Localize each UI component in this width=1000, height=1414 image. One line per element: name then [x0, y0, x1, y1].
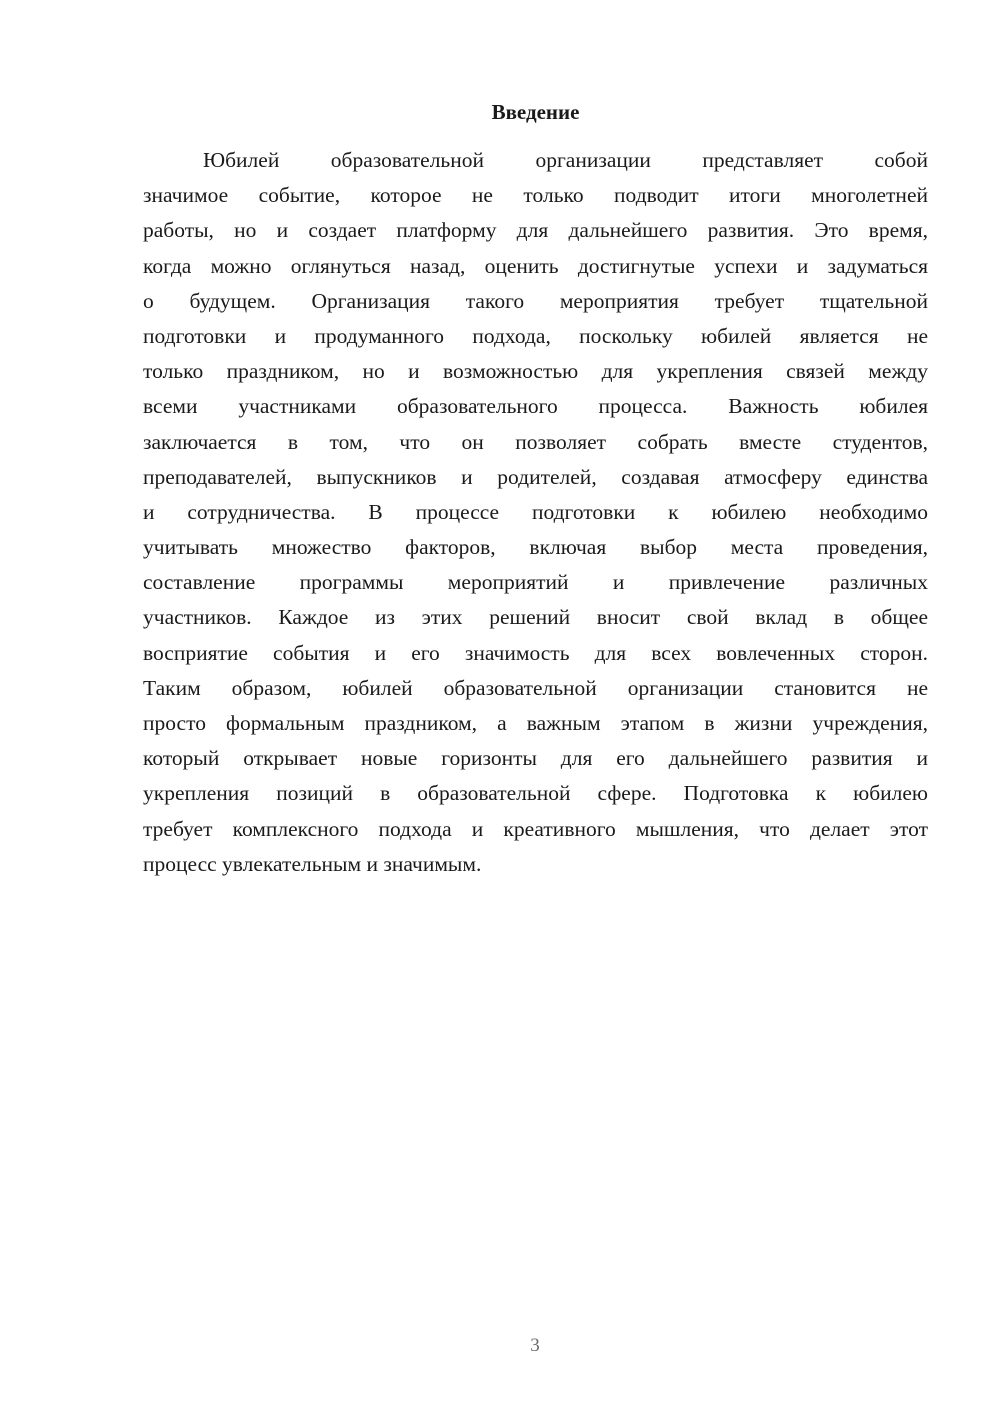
paragraph-line: Юбилей образовательной организации представляет собой — [203, 148, 928, 172]
paragraph-line: укрепления позиций в образовательной сфере. Подготовка к юбилею — [143, 781, 928, 806]
intro-paragraph — [143, 143, 928, 882]
paragraph-line: преподавателей, выпускников и родителей, создавая атмосферу единства — [143, 464, 928, 489]
section-heading: Введение — [491, 100, 580, 124]
paragraph-line: всеми участниками образовательного процесса. Важность юбилея — [143, 394, 928, 419]
paragraph-line: когда можно оглянуться назад, оценить достигнутые успехи и задуматься — [143, 253, 928, 278]
paragraph-line: заключается в том, что он позволяет собрать вместе студентов, — [143, 429, 928, 454]
paragraph-line: процесс увлекательным и значимым. — [143, 851, 482, 876]
paragraph-line: просто формальным праздником, а важным этапом в жизни учреждения, — [143, 711, 928, 735]
paragraph-line: Таким образом, юбилей образовательной организации становится не — [143, 675, 928, 700]
paragraph-line: который открывает новые горизонты для его дальнейшего развития и — [143, 746, 928, 771]
paragraph-line: работы, но и создает платформу для дальнейшего развития. Это время, — [143, 218, 928, 243]
page-number: 3 — [530, 1335, 540, 1356]
paragraph-line: требует комплексного подхода и креативного мышления, что делает этот — [143, 816, 928, 841]
paragraph-line: восприятие события и его значимость для всех вовлеченных сторон. — [143, 640, 928, 665]
paragraph-line: о будущем. Организация такого мероприятия требует тщательной — [143, 288, 928, 313]
paragraph-line: учитывать множество факторов, включая выбор места проведения, — [143, 535, 928, 560]
paragraph-line: составление программы мероприятий и привлечение различных — [143, 570, 928, 595]
paragraph-line: подготовки и продуманного подхода, поскольку юбилей является не — [143, 323, 928, 348]
paragraph-line: только праздником, но и возможностью для укрепления связей между — [143, 359, 928, 384]
paragraph-line: и сотрудничества. В процессе подготовки к юбилею необходимо — [143, 499, 928, 524]
paragraph-line: участников. Каждое из этих решений вносит свой вклад в общее — [143, 605, 928, 630]
paragraph-line: значимое событие, которое не только подводит итоги многолетней — [143, 183, 928, 208]
